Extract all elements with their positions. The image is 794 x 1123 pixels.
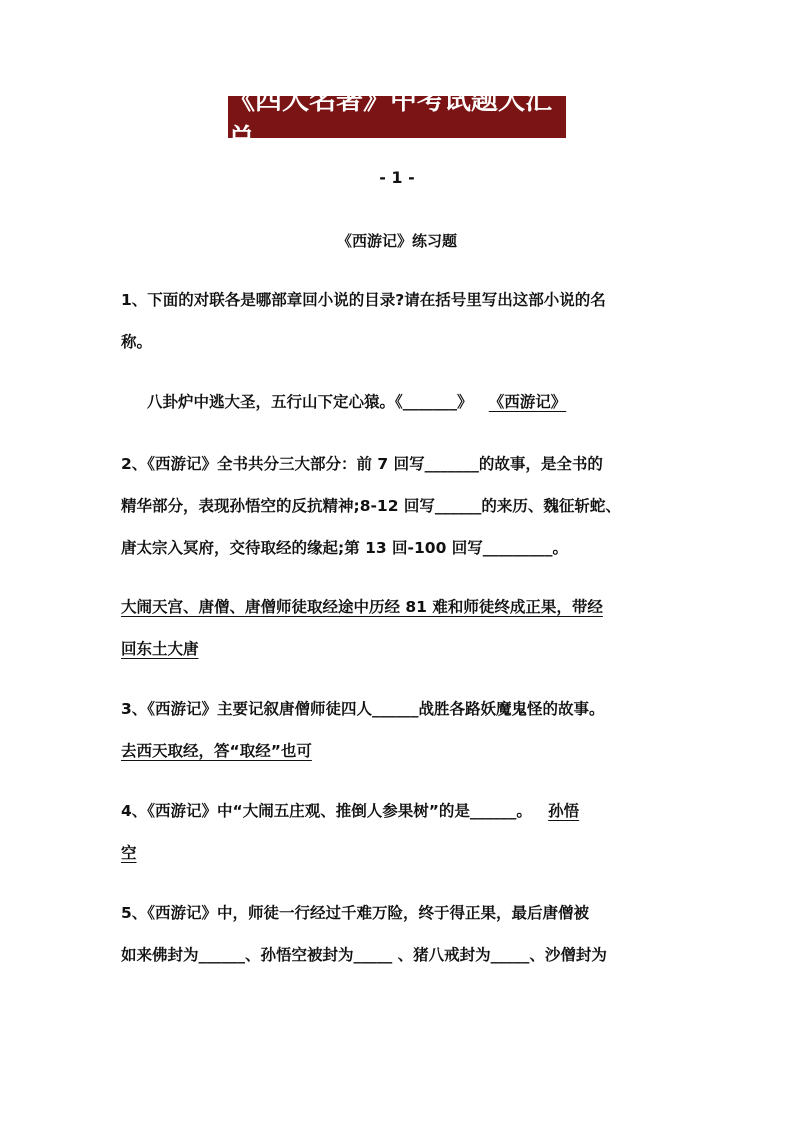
q2-answer-line1: 大闹天宫、唐僧、唐僧师徒取经途中历经 81 难和师徒终成正果，带经 xyxy=(121,598,603,616)
q5-line1: 5、《西游记》中，师徒一行经过千难万险，终于得正果，最后唐僧被 xyxy=(121,904,590,922)
page-number: - 1 - xyxy=(379,168,415,187)
q2-line3: 唐太宗入冥府，交待取经的缘起;第 13 回-100 回写_________。 xyxy=(121,539,568,557)
q1-answer: 《西游记》 xyxy=(488,393,567,411)
q1-line1: 1、下面的对联各是哪部章回小说的目录?请在括号里写出这部小说的名 xyxy=(121,291,606,309)
q4-question: 4、《西游记》中“大闹五庄观、推倒人参果树”的是______。 xyxy=(121,802,532,820)
q4-answer-part2: 空 xyxy=(121,844,137,862)
q2-line2: 精华部分，表现孙悟空的反抗精神;8-12 回写______的来历、魏征斩蛇、 xyxy=(121,497,621,515)
q2-answer-line2: 回东土大唐 xyxy=(121,640,199,658)
section-title: 《西游记》练习题 xyxy=(336,232,457,250)
q1-couplet xyxy=(147,390,566,412)
q1-couplet-text: 八卦炉中逃大圣，五行山下定心猿。《_______》 xyxy=(147,393,473,411)
q2-line1: 2、《西游记》全书共分三大部分：前 7 回写_______的故事，是全书的 xyxy=(121,455,603,473)
q5-line2: 如来佛封为______、孙悟空被封为_____ 、猪八戒封为_____、沙僧封为 xyxy=(121,946,607,964)
q3-line1: 3、《西游记》主要记叙唐僧师徒四人______战胜各路妖魔鬼怪的故事。 xyxy=(121,700,605,718)
q4-line1 xyxy=(121,799,579,821)
q3-answer: 去西天取经，答“取经”也可 xyxy=(121,742,312,760)
document-title: 《四大名著》中考试题大汇总 xyxy=(228,96,566,138)
q1-line2: 称。 xyxy=(121,333,153,351)
q4-answer-part1: 孙悟 xyxy=(548,802,580,820)
